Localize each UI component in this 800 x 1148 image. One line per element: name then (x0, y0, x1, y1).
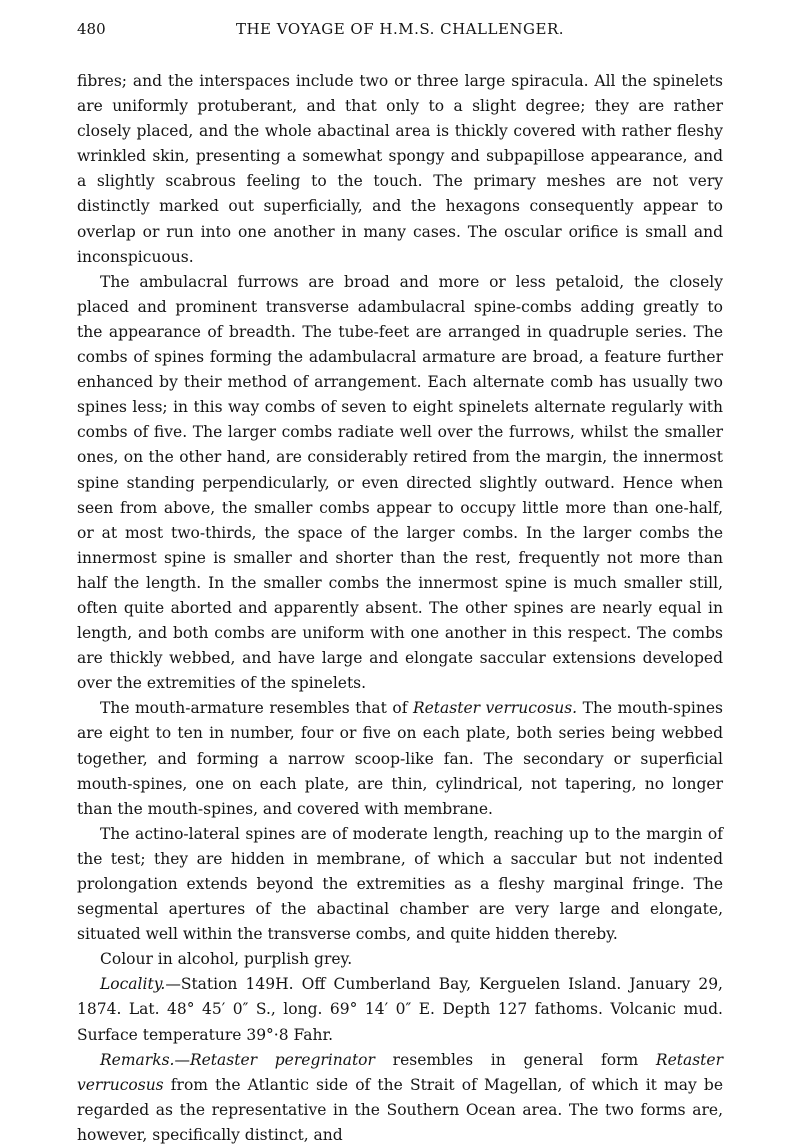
locality-text: —Station 149H. Off Cumberland Bay, Kerguelen Island. January 29, 1874. Lat. 48° 45′ 0″ S., long. 69° 14′ 0″ E. Depth 127 fathoms. Volcanic mud. Surface temperature 39°·8 Fahr. (77, 975, 723, 1044)
page-number: 480 (77, 20, 106, 38)
locality-label: Locality. (100, 975, 166, 994)
paragraph-locality (77, 972, 723, 1047)
remarks-label: Remarks. (100, 1050, 175, 1069)
species-name: Retaster verrucosus. (412, 699, 578, 718)
text-segment: The mouth-armature resembles that of (100, 699, 413, 718)
running-title: THE VOYAGE OF H.M.S. CHALLENGER. (235, 20, 565, 38)
body-text (77, 69, 723, 1148)
paragraph-mouth-armature (77, 696, 723, 821)
paragraph-actino-lateral-spines: The actino-lateral spines are of moderate length, reaching up to the margin of the test; they are hidden in membrane, of which a saccular but not indented prolongation extends beyond the extremities as a fleshy marginal fringe. The segmental apertures of the abactinal chamber are very large and elongate, situated well within the transverse combs, and quite hidden thereby. (77, 824, 723, 944)
species-name: Retaster peregrinator (189, 1050, 375, 1069)
page-header (77, 20, 723, 44)
species-name: Retaster verrucosus (77, 1050, 723, 1094)
text-segment: from the Atlantic side of the Strait of Magellan, of which it may be regarded as the representative in the Southern Ocean area. The two forms are, however, specifically distinct, and (77, 1075, 723, 1144)
paragraph-ambulacral-furrows: The ambulacral furrows are broad and more or less petaloid, the closely placed and prominent transverse adambulacral spine-combs adding greatly to the appearance of breadth. The tube-feet are arranged in quadruple series. The combs of spines forming the adambulacral armature are broad, a feature further enhanced by their method of arrangement. Each alternate comb has usually two spines less; in this way combs of seven to eight spinelets alternate regularly with combs of five. The larger combs radiate well over the furrows, whilst the smaller ones, on the other hand, are considerably retired from the margin, the innermost spine standing perpendicularly, or even directed slightly outward. Hence when seen from above, the smaller combs appear to occupy little more than one-half, or at most two-thirds, the space of the larger combs. In the larger combs the innermost spine is smaller and shorter than the rest, frequently not more than half the length. In the smaller combs the innermost spine is much smaller still, often quite aborted and apparently absent. The other spines are nearly equal in length, and both combs are uniform with one another in this respect. The combs are thickly webbed, and have large and elongate saccular extensions developed over the extremities of the spinelets. (77, 272, 723, 693)
paragraph-abactinal-surface: fibres; and the interspaces include two or three large spiracula. All the spinelets are uniformly protuberant, and that only to a slight degree; they are rather closely placed, and the whole abactinal area is thickly covered with rather fleshy wrinkled skin, presenting a somewhat spongy and subpapillose appearance, and a slightly scabrous feeling to the touch. The primary meshes are not very distinctly marked out superficially, and the hexagons consequently appear to overlap or run into one another in many cases. The oscular orifice is small and inconspicuous. (77, 72, 723, 266)
paragraph-colour: Colour in alcohol, purplish grey. (100, 950, 353, 969)
text-segment: resembles in general form (374, 1050, 656, 1069)
text-segment: The mouth-spines are eight to ten in number, four or five on each plate, both series being webbed together, and forming a narrow scoop-like fan. The secondary or superficial mouth-spines, one on each plate, are thin, cylindrical, not tapering, no longer than the mouth-spines, and covered with membrane. (77, 699, 723, 818)
paragraph-remarks (77, 1048, 723, 1148)
text-segment: — (174, 1050, 190, 1069)
